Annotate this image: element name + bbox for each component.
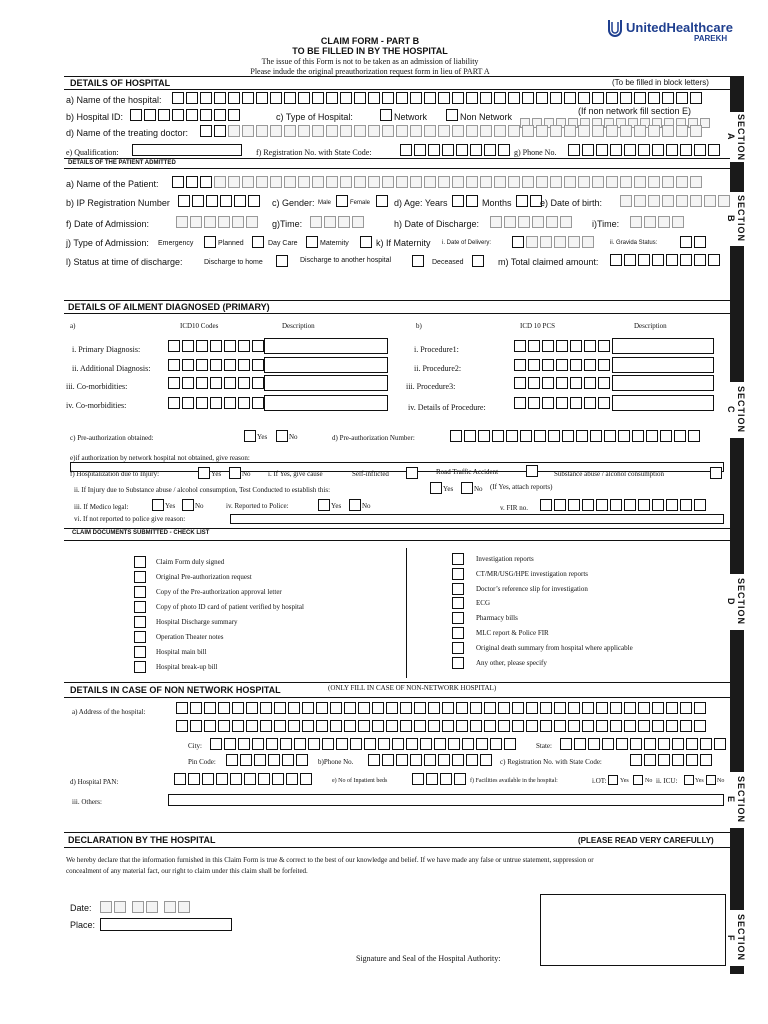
planned-checkbox[interactable] xyxy=(252,236,264,248)
pin-label: Pin Code: xyxy=(188,758,216,766)
test-yes-label: Yes xyxy=(443,485,454,493)
test-no-label: No xyxy=(474,485,483,493)
type-of-hospital-label: c) Type of Hospital: xyxy=(276,112,353,122)
deceased-checkbox[interactable] xyxy=(472,255,484,267)
fir-no-input[interactable] xyxy=(540,499,706,511)
icd10pcs-header: ICD 10 PCS xyxy=(520,322,556,330)
section-f-bar xyxy=(730,966,744,974)
planned-label: Planned xyxy=(218,240,244,247)
col-b-label: b) xyxy=(416,322,422,330)
form-title: CLAIM FORM - PART B xyxy=(320,36,420,46)
age-years-input[interactable] xyxy=(452,195,478,207)
checklist-right-item-label: MLC report & Police FIR xyxy=(476,629,549,637)
emergency-checkbox[interactable] xyxy=(204,236,216,248)
preauth-no-label: No xyxy=(289,433,298,441)
if-maternity-label: k) If Maternity xyxy=(376,238,431,248)
city-label: City: xyxy=(188,742,203,750)
section-c-label: SECTION C xyxy=(726,386,746,434)
checklist-right-item-label: Any other, please specify xyxy=(476,658,547,667)
female-checkbox[interactable] xyxy=(376,195,388,207)
preauth-obtained-label: c) Pre-authorization obtained: xyxy=(70,434,154,442)
preauth-number-label: d) Pre-authorization Number: xyxy=(332,434,415,442)
section-d-heading: CLAIM DOCUMENTS SUBMITTED - CHECK LIST xyxy=(72,530,210,536)
age-months-input[interactable] xyxy=(516,195,542,207)
checklist-right-checkbox-2[interactable] xyxy=(452,583,464,595)
checklist-right-item-label: CT/MR/USG/HPE investigation reports xyxy=(476,569,588,578)
discharge-home-checkbox[interactable] xyxy=(276,255,288,267)
pin-input[interactable] xyxy=(226,754,308,766)
icu-yes-label: Yes xyxy=(695,778,704,784)
checklist-right-checkbox-1[interactable] xyxy=(452,568,464,580)
deceased-label: Deceased xyxy=(432,259,464,266)
type-admission-label: j) Type of Admission: xyxy=(66,238,149,248)
injury-yes-checkbox[interactable] xyxy=(198,467,210,479)
form-subtitle: TO BE FILLED IN BY THE HOSPITAL xyxy=(292,46,448,56)
non-network-label: Non Network xyxy=(460,112,513,122)
checklist-left-checkbox-3[interactable] xyxy=(134,601,146,613)
admission-time-input[interactable] xyxy=(310,216,364,228)
checklist-left-item-label: Copy of photo ID card of patient verified by hospital xyxy=(156,603,304,611)
medico-no-label: No xyxy=(195,502,204,510)
date-delivery-label: i. Date of Delivery: xyxy=(442,240,492,246)
checklist-left-item-label: Hospital break-up bill xyxy=(156,663,218,671)
procedure2-code[interactable] xyxy=(514,359,610,371)
primary-diagnosis-desc[interactable] xyxy=(264,338,388,354)
medico-yes-label: Yes xyxy=(165,502,176,510)
comorbidities1-label: iii. Co-morbidities: xyxy=(66,382,128,391)
discharge-date-label: h) Date of Discharge: xyxy=(394,219,480,229)
test-yes-checkbox[interactable] xyxy=(430,482,442,494)
checklist-right-item-label: Original death summary from hospital where applicable xyxy=(476,643,633,652)
treating-doctor-label: d) Name of the treating doctor: xyxy=(66,128,189,138)
signature-box[interactable] xyxy=(540,894,726,966)
procedure2-label: ii. Procedure2: xyxy=(414,364,462,373)
section-e-bar xyxy=(730,828,744,910)
section-d-bar xyxy=(730,630,744,772)
inpatient-beds-label: e) No of Inpatient beds xyxy=(332,778,388,784)
section-b-label: SECTION B xyxy=(726,195,746,243)
dob-label: e) Date of birth: xyxy=(540,198,603,208)
non-network-note: (If non network fill section E) xyxy=(578,106,692,116)
checklist-right-item-label: Doctor’s reference slip for investigation xyxy=(476,584,588,593)
section-c-heading: DETAILS OF AILMENT DIAGNOSED (PRIMARY) xyxy=(68,302,270,312)
police-yes-checkbox[interactable] xyxy=(318,499,330,511)
preauth-note: Please indude the original preauthorization request form in lieu of PART A xyxy=(250,67,490,76)
checklist-left-item-label: Claim Form duly signed xyxy=(156,558,225,566)
substance-checkbox[interactable] xyxy=(710,467,722,479)
checklist-right-item-label: ECG xyxy=(476,599,490,608)
gravida-label: ii. Gravida Status: xyxy=(610,240,658,246)
medico-yes-checkbox[interactable] xyxy=(152,499,164,511)
hospital-id-label: b) Hospital ID: xyxy=(66,112,124,122)
comorbidities1-code[interactable] xyxy=(168,377,264,389)
comorbidities2-code[interactable] xyxy=(168,397,264,409)
medico-legal-label: iii. If Medico legal: xyxy=(74,503,129,511)
additional-diagnosis-label: ii. Additional Diagnosis: xyxy=(72,364,151,373)
place-input[interactable] xyxy=(100,918,232,931)
checklist-left-checkbox-1[interactable] xyxy=(134,571,146,583)
checklist-right-item-label: Pharmacy bills xyxy=(476,614,518,623)
procedure-details-code[interactable] xyxy=(514,397,610,409)
signature-label: Signature and Seal of the Hospital Authority: xyxy=(356,954,501,963)
reg-no-label: c) Registration No. with State Code: xyxy=(500,758,602,766)
police-no-checkbox[interactable] xyxy=(349,499,361,511)
patient-name-label: a) Name of the Patient: xyxy=(66,179,159,189)
comorbidities2-desc[interactable] xyxy=(264,395,388,411)
admission-date-input[interactable] xyxy=(176,216,258,228)
only-fill-note: (ONLY FILL IN CASE OF NON-NETWORK HOSPITAL) xyxy=(328,684,497,692)
checklist-left-checkbox-0[interactable] xyxy=(134,556,146,568)
injury-no-label: No xyxy=(242,470,251,478)
road-traffic-checkbox[interactable] xyxy=(526,465,538,477)
block-letters-note: (To be filled in block letters) xyxy=(612,78,709,87)
admission-time-label: g)Time: xyxy=(272,219,303,229)
comorbidities2-label: iv. Co-morbidities: xyxy=(66,401,127,410)
ot-no-checkbox[interactable] xyxy=(633,775,643,785)
maternity-checkbox[interactable] xyxy=(360,236,372,248)
test-no-checkbox[interactable] xyxy=(461,482,473,494)
preauth-no-checkbox[interactable] xyxy=(276,430,288,442)
preauth-number-input[interactable] xyxy=(450,430,700,442)
ot-yes-checkbox[interactable] xyxy=(608,775,618,785)
injury-yes-label: Yes xyxy=(211,470,222,478)
preauth-yes-checkbox[interactable] xyxy=(244,430,256,442)
attach-reports-note: (If Yes, attach reports) xyxy=(490,483,553,491)
discharge-time-input[interactable] xyxy=(630,216,684,228)
col-a-label: a) xyxy=(70,322,76,330)
discharge-home-label: Discharge to home xyxy=(204,259,263,266)
network-checkbox[interactable] xyxy=(380,109,392,121)
section-b-heading: DETAILS OF THE PATIENT ADMITTED xyxy=(68,160,176,166)
declaration-line-2: concealment of any material fact, our right to claim under this claim shall be forfeited. xyxy=(66,867,308,875)
phone-input[interactable] xyxy=(368,754,492,766)
medico-no-checkbox[interactable] xyxy=(182,499,194,511)
discharge-hospital-label: Discharge to another hospital xyxy=(300,257,392,264)
pan-label: d) Hospital PAN: xyxy=(70,778,119,786)
self-inflicted-label: Self-inflicted xyxy=(352,470,389,478)
procedure2-desc[interactable] xyxy=(612,357,714,373)
date-label: Date: xyxy=(70,903,92,913)
primary-diagnosis-code[interactable] xyxy=(168,340,264,352)
checklist-left-checkbox-7[interactable] xyxy=(134,661,146,673)
gender-label: c) Gender: xyxy=(272,198,315,208)
injury-no-checkbox[interactable] xyxy=(229,467,241,479)
facilities-label: f) Facilities available in the hospital: xyxy=(470,778,558,784)
hospital-id-input[interactable] xyxy=(130,109,240,121)
icu-label: ii. ICU: xyxy=(656,777,678,785)
ip-reg-label: b) IP Registration Number xyxy=(66,198,170,208)
discharge-date-input[interactable] xyxy=(490,216,572,228)
checklist-left-checkbox-2[interactable] xyxy=(134,586,146,598)
additional-diagnosis-desc[interactable] xyxy=(264,357,388,373)
checklist-left-item-label: Hospital Discharge summary xyxy=(156,618,238,626)
injury-label: f) Hospitalization due to Injury: xyxy=(70,470,160,478)
ot-yes-label: Yes xyxy=(620,778,629,784)
registration-no-label: f) Registration No. with State Code: xyxy=(256,148,372,157)
brand-name: UnitedHealthcare xyxy=(626,20,733,35)
phone-label: b)Phone No. xyxy=(318,758,354,766)
others-label: iii. Others: xyxy=(72,798,102,806)
address-input-2[interactable] xyxy=(176,720,706,732)
description-header: Description xyxy=(282,322,315,330)
patient-name-input[interactable] xyxy=(172,176,702,188)
place-label: Place: xyxy=(70,920,96,930)
discharge-hospital-checkbox[interactable] xyxy=(412,255,424,267)
hospital-name-label: a) Name of the hospital: xyxy=(66,95,162,105)
inpatient-beds-input[interactable] xyxy=(412,773,466,785)
procedure1-label: i. Procedure1: xyxy=(414,345,459,354)
not-reported-label: vi. If not reported to police give reason: xyxy=(74,515,186,523)
section-a-heading: DETAILS OF HOSPITAL xyxy=(70,78,171,88)
icd10-header: ICD10 Codes xyxy=(180,322,219,330)
checklist-right-checkbox-6[interactable] xyxy=(452,642,464,654)
male-checkbox[interactable] xyxy=(336,195,348,207)
procedure3-desc[interactable] xyxy=(612,375,714,391)
section-e-label: SECTION E xyxy=(726,776,746,824)
ot-no-label: No xyxy=(645,778,653,784)
checklist-left-item-label: Operation Theater notes xyxy=(156,633,224,641)
police-no-label: No xyxy=(362,502,371,510)
brand-logo-icon xyxy=(606,18,624,42)
state-input[interactable] xyxy=(560,738,726,750)
section-a-label: SECTION A xyxy=(726,114,746,162)
section-b-bar xyxy=(730,246,744,382)
checklist-left-checkbox-6[interactable] xyxy=(134,646,146,658)
day-care-label: Day Care xyxy=(268,240,298,247)
age-years-label: d) Age: Years xyxy=(394,198,448,208)
reported-police-label: iv. Reported to Police: xyxy=(226,502,289,510)
icu-yes-checkbox[interactable] xyxy=(684,775,694,785)
non-network-checkbox[interactable] xyxy=(446,109,458,121)
checklist-left-item-label: Original Pre-authorization request xyxy=(156,573,252,581)
icu-no-checkbox[interactable] xyxy=(706,775,716,785)
checklist-right-checkbox-5[interactable] xyxy=(452,627,464,639)
substance-label: Substance abuse / alcohol consumption xyxy=(554,470,665,478)
read-carefully-note: (PLEASE READ VERY CAREFULLY) xyxy=(578,836,714,845)
declaration-line-1: We hereby declare that the information furnished in this Claim Form is true & correct to the best of our knowledge and belief. If we have made any false or untrue statement, suppression or xyxy=(66,856,594,864)
description2-header: Description xyxy=(634,322,667,330)
gravida-input[interactable] xyxy=(680,236,706,248)
female-label: Female xyxy=(350,200,371,206)
checklist-left-item-label: Copy of the Pre-authorization approval letter xyxy=(156,588,282,596)
registration-no-input[interactable] xyxy=(400,144,510,156)
address-label: a) Address of the hospital: xyxy=(72,708,146,716)
procedure-details-desc[interactable] xyxy=(612,395,714,411)
phone-no-label: g) Phone No. xyxy=(514,148,557,157)
pan-input[interactable] xyxy=(174,773,312,785)
declaration-date-input[interactable] xyxy=(100,901,190,913)
section-e-heading: DETAILS IN CASE OF NON NETWORK HOSPITAL xyxy=(70,685,281,695)
dob-input[interactable] xyxy=(620,195,730,207)
admission-date-label: f) Date of Admission: xyxy=(66,219,150,229)
procedure1-desc[interactable] xyxy=(612,338,714,354)
maternity-label: Maternity xyxy=(320,240,349,247)
self-inflicted-checkbox[interactable] xyxy=(406,467,418,479)
preauth-yes-label: Yes xyxy=(257,433,268,441)
age-months-label: Months xyxy=(482,198,512,208)
total-claimed-input[interactable] xyxy=(610,254,720,266)
hospital-name-input[interactable] xyxy=(172,92,702,104)
procedure3-code[interactable] xyxy=(514,377,610,389)
total-claimed-label: m) Total claimed amount: xyxy=(498,257,599,267)
reg-no-input[interactable] xyxy=(630,754,712,766)
checklist-left-item-label: Hospital main bill xyxy=(156,648,207,656)
qualification-label: e) Qualification: xyxy=(66,148,119,157)
liability-note: The issue of this Form is not to be taken as an admission of liability xyxy=(261,57,479,66)
qualification-input[interactable] xyxy=(132,144,242,156)
primary-diagnosis-label: i. Primary Diagnosis: xyxy=(72,345,141,354)
city-input[interactable] xyxy=(210,738,516,750)
road-traffic-label: Road Traffic Accident xyxy=(436,468,499,476)
icu-no-label: No xyxy=(717,778,725,784)
procedure3-label: iii. Procedure3: xyxy=(406,382,456,391)
network-label: Network xyxy=(394,112,428,122)
section-a-bar xyxy=(730,76,744,112)
date-delivery-input[interactable] xyxy=(512,236,594,248)
additional-diagnosis-code[interactable] xyxy=(168,359,264,371)
address-input-1[interactable] xyxy=(176,702,706,714)
checklist-right-checkbox-0[interactable] xyxy=(452,553,464,565)
phone-no-input[interactable] xyxy=(568,144,720,156)
day-care-checkbox[interactable] xyxy=(306,236,318,248)
procedure-details-label: iv. Details of Procedure: xyxy=(408,403,486,412)
sub-brand-name: PAREKH xyxy=(694,34,728,43)
police-yes-label: Yes xyxy=(331,502,342,510)
section-f-heading: DECLARATION BY THE HOSPITAL xyxy=(68,835,216,845)
fir-no-label: v. FIR no. xyxy=(500,504,528,512)
emergency-label: Emergency xyxy=(158,240,194,247)
section-d-label: SECTION D xyxy=(726,578,746,626)
discharge-time-label: i)Time: xyxy=(592,219,620,229)
checklist-right-checkbox-7[interactable] xyxy=(452,657,464,669)
checklist-left-checkbox-4[interactable] xyxy=(134,616,146,628)
treating-doctor-input[interactable] xyxy=(200,125,702,137)
procedure1-code[interactable] xyxy=(514,340,610,352)
section-f-label: SECTION F xyxy=(726,914,746,962)
not-reported-input[interactable] xyxy=(230,514,724,524)
section-c-bar xyxy=(730,438,744,574)
checklist-right-checkbox-4[interactable] xyxy=(452,612,464,624)
ip-reg-input[interactable] xyxy=(178,195,260,207)
ot-label: i.OT: xyxy=(592,777,607,785)
others-input[interactable] xyxy=(168,794,724,806)
state-label: State: xyxy=(536,742,552,750)
section-b-top-bar xyxy=(730,162,744,192)
if-yes-cause-label: i. If Yes, give cause xyxy=(268,470,323,478)
preauth-reason-label: e)if authorization by network hospital not obtained, give reason: xyxy=(70,454,250,462)
checklist-right-checkbox-3[interactable] xyxy=(452,597,464,609)
status-discharge-label: l) Status at time of discharge: xyxy=(66,257,183,267)
comorbidities1-desc[interactable] xyxy=(264,375,388,391)
checklist-right-item-label: Investigation reports xyxy=(476,555,534,563)
male-label: Male xyxy=(318,200,332,206)
injury-substance-label: ii. If Injury due to Substance abuse / alcohol consumption, Test Conducted to establish this: xyxy=(74,486,331,494)
checklist-left-checkbox-5[interactable] xyxy=(134,631,146,643)
